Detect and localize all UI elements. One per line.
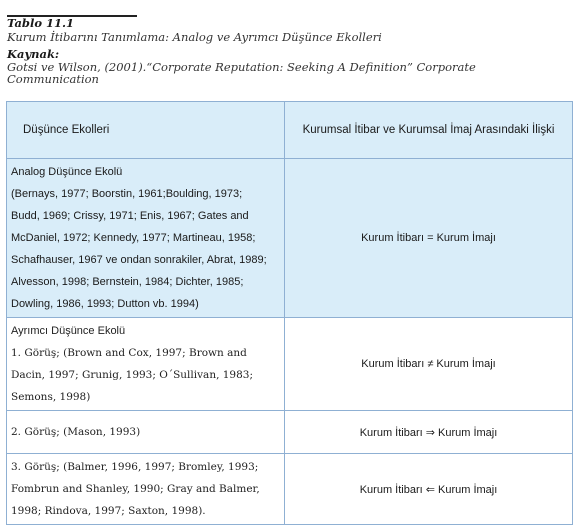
cell-analog-relation: Kurum İtibarı = Kurum İmajı (285, 159, 573, 318)
table-row-view-2 (7, 411, 573, 454)
table-number: Tablo 11.1 (7, 16, 75, 30)
analog-ref-line: Alvesson, 1998; Bernstein, 1984; Dichter, 1985; (11, 276, 244, 288)
analog-text (7, 159, 284, 317)
cell-analog-school (7, 159, 285, 318)
analog-ref-line: Dowling, 1986, 1993; Dutton vb. 1994) (11, 298, 199, 310)
view-1-ref-line: Semons, 1998) (11, 391, 91, 403)
cell-view-2-relation: Kurum İtibarı ⇒ Kurum İmajı (285, 411, 573, 454)
analog-ref-line: (Bernays, 1977; Boorstin, 1961;Boulding, 1973; (11, 188, 243, 200)
view-3-ref-line: Fombrun and Shanley, 1990; Gray and Balmer, (11, 483, 260, 495)
source-line-1: Gotsi ve Wilson, (2001).“Corporate Reputation: Seeking A Definition” Corporate (7, 60, 476, 74)
table-caption (7, 16, 572, 85)
view-3-ref-line: 3. Görüş; (Balmer, 1996, 1997; Bromley, 1993; (11, 461, 259, 473)
view-1-ref-line: Dacin, 1997; Grunig, 1993; O´Sullivan, 1983; (11, 369, 254, 381)
view-2-text (7, 419, 284, 445)
source-line-2: Communication (7, 72, 99, 86)
discriminating-heading: Ayrımcı Düşünce Ekolü (11, 325, 126, 337)
header-schools-label: Düşünce Ekolleri (23, 124, 110, 136)
analog-heading: Analog Düşünce Ekolü (11, 166, 123, 178)
cell-view-3-school (7, 454, 285, 525)
table-row-analog (7, 159, 573, 318)
analog-ref-line: McDaniel, 1972; Kennedy, 1977; Martineau, 1958; (11, 232, 256, 244)
view-2-ref-line: 2. Görüş; (Mason, 1993) (11, 426, 141, 438)
view-1-text (7, 318, 284, 410)
analog-ref-line: Schafhauser, 1967 ve ondan sonrakiler, Abrat, 1989; (11, 254, 267, 266)
cell-view-1-relation: Kurum İtibarı ≠ Kurum İmajı (285, 318, 573, 411)
table-header-row (7, 102, 573, 159)
cell-view-1-school (7, 318, 285, 411)
header-relation (285, 102, 573, 159)
analog-ref-line: Budd, 1969; Crissy, 1971; Enis, 1967; Gates and (11, 210, 249, 222)
header-relation-label: Kurumsal İtibar ve Kurumsal İmaj Arasındaki İlişki (302, 124, 555, 136)
table-row-view-3 (7, 454, 573, 525)
view-3-ref-line: 1998; Rindova, 1997; Saxton, 1998). (11, 505, 206, 517)
view-1-ref-line: 1. Görüş; (Brown and Cox, 1997; Brown and (11, 347, 247, 359)
cell-view-3-relation: Kurum İtibarı ⇐ Kurum İmajı (285, 454, 573, 525)
view-3-text (7, 454, 284, 524)
cell-view-2-school (7, 411, 285, 454)
table-row-view-1 (7, 318, 573, 411)
schools-table (6, 101, 573, 525)
source-label: Kaynak: (7, 47, 60, 61)
header-schools (7, 102, 285, 159)
table-title: Kurum İtibarını Tanımlama: Analog ve Ayrımcı Düşünce Ekolleri (7, 30, 382, 44)
